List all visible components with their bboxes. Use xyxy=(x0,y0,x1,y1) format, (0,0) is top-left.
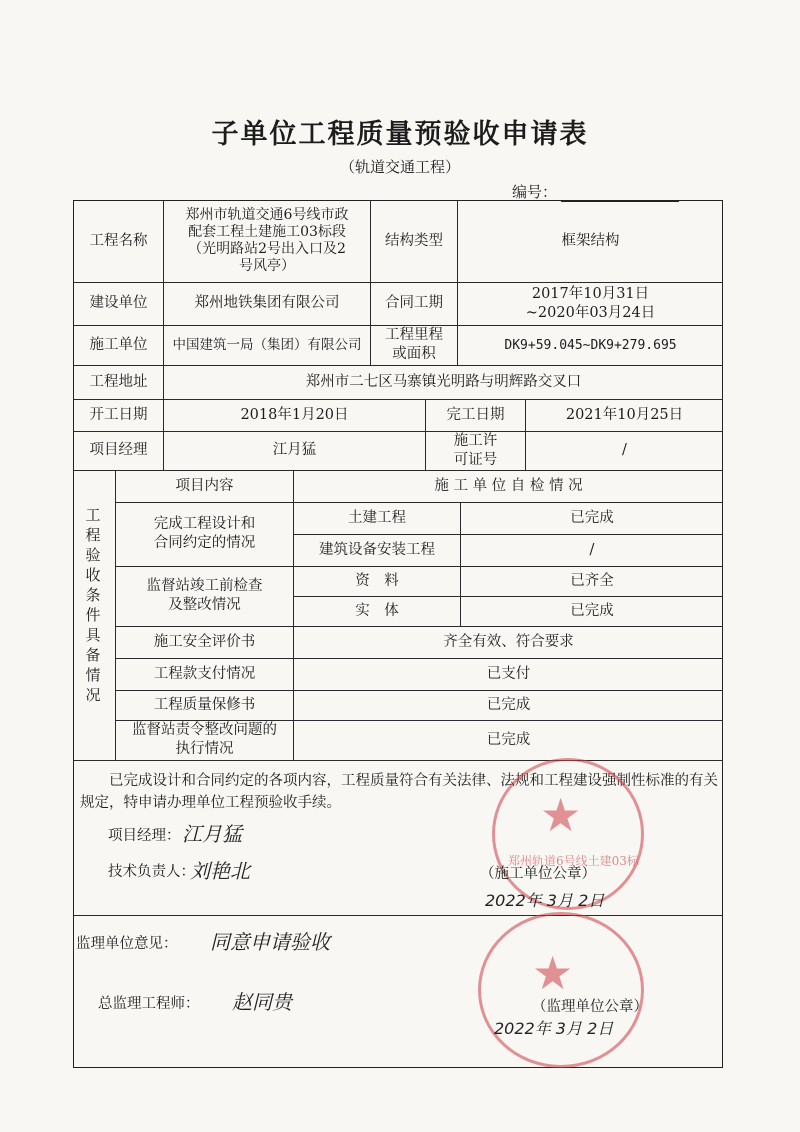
owner-value: 郑州地铁集团有限公司 xyxy=(194,295,340,311)
project-name-line: 郑州市轨道交通6号线市政 xyxy=(185,207,349,223)
supervision-seal-caption: （监理单位公章） xyxy=(532,999,648,1015)
side-char: 收 xyxy=(85,566,101,584)
mileage-label-line: 工程里程 xyxy=(385,327,443,343)
period-value xyxy=(458,282,723,325)
permit-label-line: 施工许 xyxy=(453,432,498,449)
side-char: 件 xyxy=(85,606,101,624)
supervision-opinion: 同意申请验收 xyxy=(210,930,330,954)
safety-value: 齐全有效、符合要求 xyxy=(443,633,574,650)
col-item-header: 项目内容 xyxy=(175,477,234,494)
side-char: 验 xyxy=(85,546,101,564)
period-line: ~2020年03月24日 xyxy=(525,304,656,321)
project-name-line: 配套工程土建施工03标段 xyxy=(188,224,346,240)
end-date-value: 2021年10月25日 xyxy=(565,406,684,423)
civil-value: 已完成 xyxy=(570,509,614,526)
project-name-label: 工程名称 xyxy=(89,232,148,249)
builder-seal-text: 郑州轨道6号线土建03标 xyxy=(508,854,639,868)
manager-value: 江月猛 xyxy=(272,442,317,458)
supervision-date: 2022年 3月 2日 xyxy=(494,1019,614,1038)
design-label-line: 完成工程设计和 xyxy=(153,516,256,532)
equip-label: 建筑设备安装工程 xyxy=(319,541,435,558)
permit-label-line: 可证号 xyxy=(453,451,498,468)
owner-label: 建设单位 xyxy=(89,295,148,311)
mileage-label xyxy=(371,325,457,365)
permit-value: / xyxy=(622,442,627,458)
chief-signature: 赵同贵 xyxy=(232,990,292,1014)
side-char: 工 xyxy=(85,506,101,524)
form-title: 子单位工程质量预验收申请表 xyxy=(211,119,589,150)
conditions-side-label xyxy=(80,505,106,705)
supervise-label-line: 监督站竣工前检查 xyxy=(146,578,263,594)
safety-label: 施工安全评价书 xyxy=(153,633,256,650)
mileage-value: DK9+59.045~DK9+279.695 xyxy=(504,337,677,353)
entity-value: 已完成 xyxy=(570,602,614,619)
supervise-label-line: 及整改情况 xyxy=(168,597,241,613)
row-divider xyxy=(73,760,723,761)
serial-label: 编号： xyxy=(512,183,558,201)
seal-star-icon: ★ xyxy=(540,788,582,842)
rectify-value: 已完成 xyxy=(486,731,531,748)
project-name-value xyxy=(164,200,370,282)
payment-value: 已支付 xyxy=(486,665,531,682)
structure-value: 框架结构 xyxy=(561,232,620,249)
rectify-label-line: 执行情况 xyxy=(175,741,234,757)
serial-number xyxy=(512,181,679,202)
warranty-value: 已完成 xyxy=(486,696,531,713)
side-char: 备 xyxy=(85,646,101,664)
equip-value: / xyxy=(589,541,595,558)
warranty-label: 工程质量保修书 xyxy=(153,696,256,713)
side-char: 具 xyxy=(85,626,101,644)
project-name-line: （光明路站2号出入口及2 xyxy=(188,241,346,257)
payment-label: 工程款支付情况 xyxy=(153,665,256,682)
side-char: 情 xyxy=(85,666,101,684)
permit-label xyxy=(426,431,525,470)
form-subtitle: （轨道交通工程） xyxy=(339,158,460,176)
design-label-line: 合同约定的情况 xyxy=(153,535,256,551)
start-date-value: 2018年1月20日 xyxy=(240,406,349,423)
mileage-label-line: 或面积 xyxy=(392,346,436,362)
application-date: 2022年 3月 2日 xyxy=(485,891,605,910)
manager-label: 项目经理 xyxy=(89,442,148,458)
project-name-line: 号风亭） xyxy=(239,258,295,274)
docs-label: 资 料 xyxy=(355,572,399,589)
civil-label: 土建工程 xyxy=(348,509,406,526)
builder-value: 中国建筑一局（集团）有限公司 xyxy=(172,336,362,353)
design-label xyxy=(116,502,293,566)
pm-label: 项目经理： xyxy=(108,828,181,844)
rectify-label xyxy=(116,720,293,760)
chief-label: 总监理工程师： xyxy=(98,996,200,1012)
seal-star-icon: ★ xyxy=(532,946,574,1000)
period-label: 合同工期 xyxy=(385,295,443,311)
col-check-header: 施 工 单 位 自 检 情 况 xyxy=(434,477,583,494)
row-divider xyxy=(73,915,723,916)
supervise-label xyxy=(116,566,293,626)
address-label: 工程地址 xyxy=(89,373,148,390)
side-char: 程 xyxy=(85,526,101,544)
side-char: 况 xyxy=(85,686,101,704)
start-date-label: 开工日期 xyxy=(89,406,148,423)
supervision-opinion-label: 监理单位意见： xyxy=(76,936,178,952)
builder-label: 施工单位 xyxy=(89,336,148,353)
side-char: 条 xyxy=(85,586,101,604)
rectify-label-line: 监督站责令整改问题的 xyxy=(132,722,277,738)
tech-label: 技术负责人： xyxy=(108,864,195,880)
structure-label: 结构类型 xyxy=(385,232,443,249)
builder-seal-caption: （施工单位公章） xyxy=(480,866,596,882)
entity-label: 实 体 xyxy=(355,602,399,619)
tech-signature: 刘艳北 xyxy=(190,859,250,883)
address-value: 郑州市二七区马寨镇光明路与明辉路交叉口 xyxy=(305,373,582,390)
docs-value: 已齐全 xyxy=(570,572,614,589)
pm-signature: 江月猛 xyxy=(182,822,242,846)
application-statement: 已完成设计和合同约定的各项内容，工程质量符合有关法律、法规和工程建设强制性标准的有关规定，特申请办理单位工程预验收手续。 xyxy=(80,773,718,811)
end-date-label: 完工日期 xyxy=(446,406,505,423)
period-line: 2017年10月31日 xyxy=(531,285,650,302)
